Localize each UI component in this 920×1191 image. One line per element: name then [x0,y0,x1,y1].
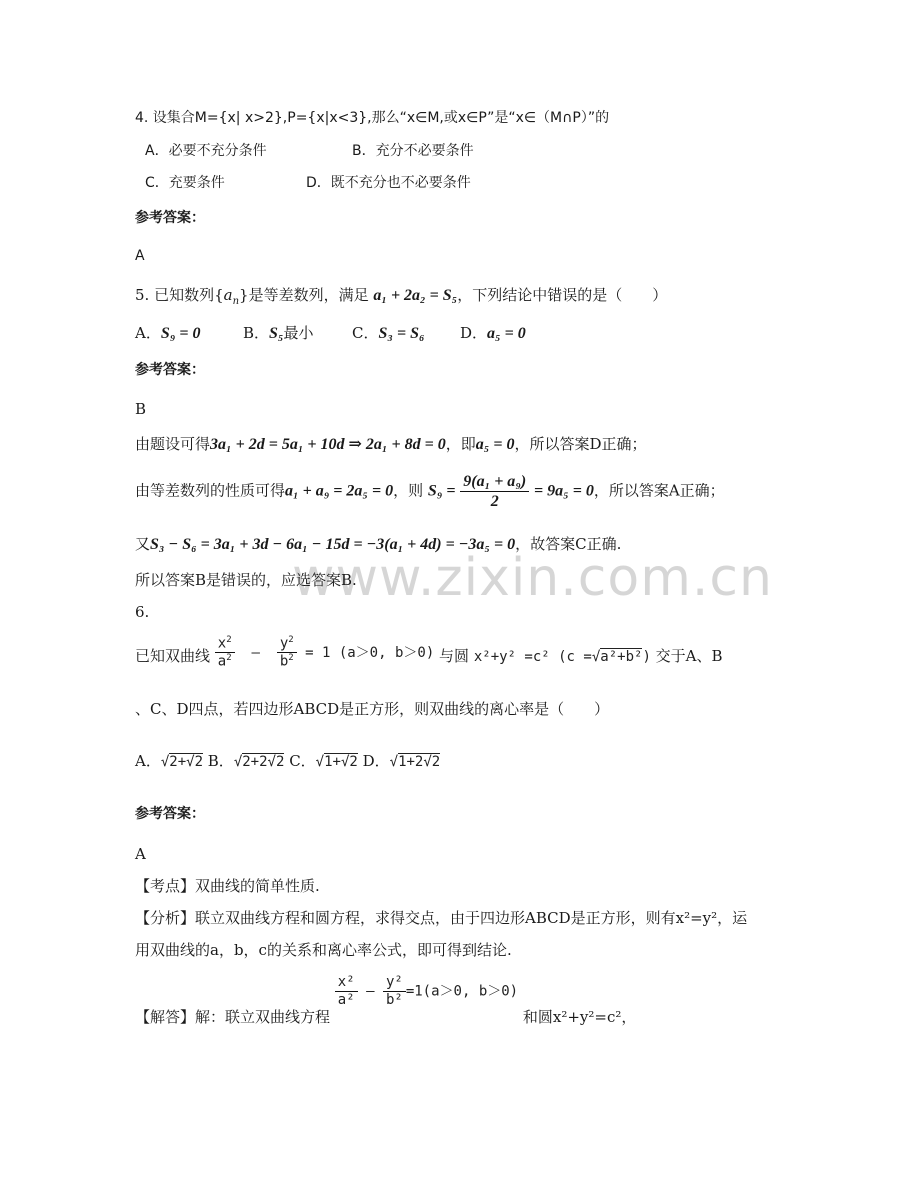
q6-jieda-y: y² [383,974,406,992]
q4-reference-label: 参考答案： [135,210,205,226]
q5-sol2-tail: = 9a₅ = 0 [534,482,594,500]
q6-kaodian: 【考点】双曲线的简单性质. [135,877,320,895]
q5-sol3-suffix: ，故答案C正确. [515,535,622,553]
q6-jieda-suffix: 和圆x²+y²=c²， [522,1008,637,1026]
q5-sol2-suffix: ，所以答案A正确； [593,481,725,500]
q6-option-a-label: A． [135,752,161,770]
q6-jieda-tail: =1(a＞0, b＞0) [405,983,519,1000]
q6-stem-mid: 与圆 [439,647,470,665]
q6-stem-line-2: 、C、D四点，若四边形ABCD是正方形，则双曲线的离心率是（ ） [135,700,610,718]
q6-option-b-root: √2+2√2 [233,754,285,770]
q5-sol1-formula: 3a₁ + 2d = 5a₁ + 10d ⇒ 2a₁ + 8d = 0 [210,436,446,453]
q5-option-d [460,324,526,343]
q6-stem-line-1 [135,635,723,671]
q5-sol1-prefix: 由题设可得 [135,435,211,453]
q4-option-b: B．充分不必要条件 [352,143,474,159]
q6-jieda-a: a² [337,991,355,1008]
q5-sol2-fraction [460,472,529,511]
q5-option-d-label: D． [460,324,488,342]
q6-option-d-root: √1+2√2 [389,754,441,770]
q5-stem-suffix: ，下列结论中错误的是（ ） [457,286,668,304]
q6-circle-formula [474,649,651,665]
q5-option-a [135,324,200,343]
q6-option-c-root: √1+√2 [315,754,358,770]
q4-stem: 4. 设集合M={x| x>2},P={x|x<3},那么“x∈M,或x∈P”是“x∈（M∩P）”的 [135,110,610,126]
q6-circle-radicand: a²+b² [600,649,643,665]
watermark: www.zixin.com.cn [292,548,773,608]
q5-solution-line-2 [135,472,725,511]
q5-option-b-label: B． [243,324,270,342]
q6-answer: A [135,845,146,863]
q5-sol1-suffix: ，所以答案D正确； [514,435,647,453]
q6-option-c-label: C． [289,752,316,770]
q5-option-b [243,324,314,343]
q6-circle-text: x²+y² =c² (c = [473,649,592,665]
q5-option-b-formula: S₅ [269,325,284,342]
q5-solution-line-1 [135,435,647,454]
q6-hyperbola-formula: $\frac{x^2}{a^2}$ – $\frac{y^2}{b^2}$ = 1 (a＞0, b＞0) [215,635,434,671]
q4-option-c: C．充要条件 [145,175,225,191]
q5-option-c-formula: S₃ = S₆ [378,325,425,342]
q5-option-a-label: A． [135,324,161,342]
q6-circle-close: ) [642,649,651,665]
q4-option-d: D．既不充分也不必要条件 [306,175,471,191]
q5-sol2-prefix: 由等差数列的性质可得 [135,481,286,500]
q5-sol2-fraction-numerator: 9(a₁ + a₉) [460,472,529,492]
q6-hyp-b: b [279,654,289,671]
q5-answer: B [135,400,147,418]
q6-hyp-y: y [279,635,289,652]
q6-hyp-x: x [217,635,227,652]
q6-option-a-radicand: 2+√2 [169,754,203,770]
q5-stem [135,286,667,308]
q6-hyp-tail: = 1 (a＞0, b＞0) [305,644,435,661]
q6-option-a-root: √2+√2 [160,754,203,770]
q6-number: 6. [135,603,150,621]
q5-condition-formula: a₁ + 2a₂ = S₅ [373,287,458,304]
q5-sol2-fraction-denominator: 2 [490,493,499,511]
q5-sol3-prefix: 又 [135,535,151,553]
q5-stem-mid: }是等差数列，满足 [239,286,369,304]
q5-option-a-formula: S₉ = 0 [160,325,201,342]
q5-sol2-mid: ，则 [393,481,424,500]
q6-jieda-prefix: 【解答】解：联立双曲线方程 [135,1008,331,1026]
q6-stem-suffix: 交于A、B [655,647,723,665]
q6-hyp-a: a [217,654,227,671]
q6-jieda-formula: $\frac{\text{x²}}{\text{a²}}$ – $\frac{\text{y²}}{\text{b²}}$ =1(a＞0, b＞0) [335,974,518,1009]
q5-sol1-mid: ，即 [445,435,476,453]
q6-jieda-b: b² [385,991,403,1008]
q6-option-b-radicand: 2+2√2 [242,754,285,770]
q5-sol2-s9: S₉ = [427,482,456,500]
q5-sol3-formula: S₃ − S₆ = 3a₁ + 3d − 6a₁ − 15d = −3(a₁ + 4d) = −3a₅ = 0 [150,536,516,553]
q5-reference-label: 参考答案： [135,362,205,378]
q6-jieda [135,974,637,1026]
q6-option-c-radicand: 1+√2 [324,754,358,770]
q6-jieda-x: x² [335,974,358,992]
q5-seq-symbol: a [223,286,233,304]
q4-option-a: A．必要不充分条件 [145,143,267,159]
q6-fenxi-line-1: 【分析】联立双曲线方程和圆方程，求得交点，由于四边形ABCD是正方形，则有x²=y²，运 [135,909,748,927]
q5-stem-prefix: 5. 已知数列{ [135,286,224,304]
q6-options [135,752,440,771]
q6-option-d-radicand: 1+2√2 [398,754,441,770]
q6-reference-label: 参考答案： [135,806,205,822]
q5-option-c [352,324,425,343]
q6-circle-sqrt-icon: √ [591,649,601,665]
q5-option-d-formula: a₅ = 0 [487,325,526,342]
q5-solution-line-3 [135,535,621,554]
q6-option-b-label: B． [207,752,234,770]
q5-option-b-suffix: 最小 [283,324,314,342]
q6-stem-prefix: 已知双曲线 [135,647,211,665]
q5-seq-sub: n [232,296,240,307]
q5-sol2-formula: a₁ + a₉ = 2a₅ = 0 [285,482,394,500]
q4-answer: A [135,248,145,264]
q5-option-c-label: C． [352,324,379,342]
q5-solution-line-4: 所以答案B是错误的，应选答案B. [135,571,357,589]
q6-fenxi-line-2: 用双曲线的a，b，c的关系和离心率公式，即可得到结论. [135,941,512,959]
q6-option-d-label: D． [362,752,390,770]
q5-sol1-formula-2: a₅ = 0 [475,436,515,453]
